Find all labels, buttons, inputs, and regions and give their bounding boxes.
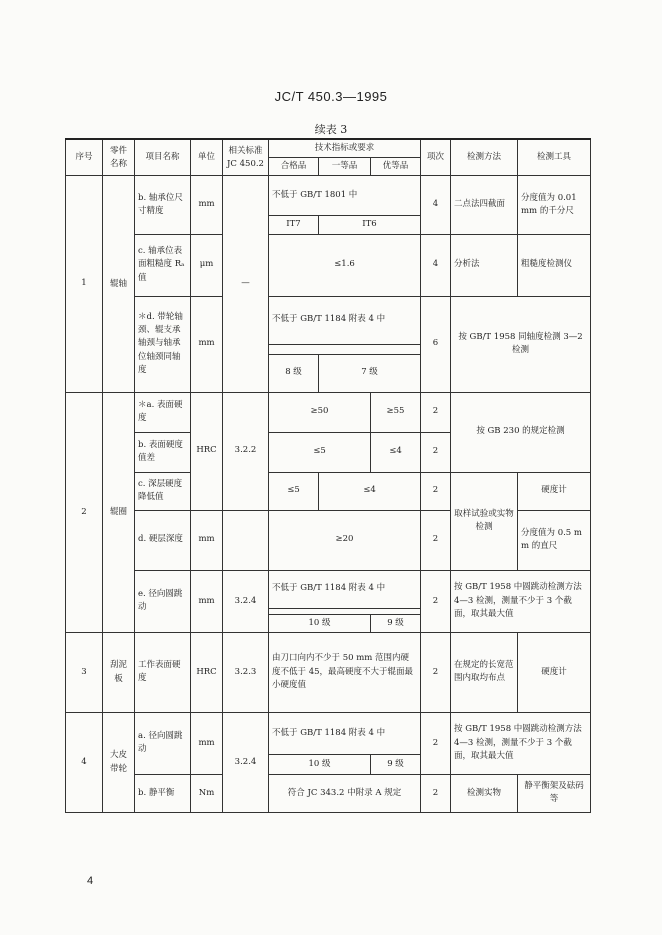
row2-a-order: 2 — [421, 392, 451, 432]
row1-b-method: 二点法四截面 — [451, 176, 518, 234]
row1-b-unit: mm — [191, 176, 223, 234]
row1-d-method: 按 GB/T 1958 同轴度检测 3—2 检测 — [451, 296, 591, 392]
row3-unit: HRC — [191, 632, 223, 712]
row1-part: 辊轴 — [103, 176, 135, 392]
header-ref: 相关标准 JC 450.2 — [223, 139, 269, 176]
row3-tool: 硬度计 — [518, 632, 591, 712]
header-tech: 技术指标或要求 — [269, 139, 421, 158]
row4-ref: 3.2.4 — [223, 712, 269, 812]
row2-a-value-1: ≥50 — [269, 392, 371, 432]
row2-b-value-2: ≤4 — [371, 432, 421, 472]
row1-c-method: 分析法 — [451, 234, 518, 296]
row2-d-ref-empty — [223, 510, 269, 570]
table-row — [66, 570, 591, 608]
row1-d-grade-2: 7 级 — [319, 354, 421, 392]
row1-b-spec: 不低于 GB/T 1801 中 — [269, 176, 421, 216]
table-row — [66, 712, 591, 754]
row1-c-spec: ≤1.6 — [269, 234, 421, 296]
row2-ref-abc: 3.2.2 — [223, 392, 269, 510]
row1-b-grade-1: IT7 — [269, 216, 319, 234]
row2-e-spec: 不低于 GB/T 1184 附表 4 中 — [269, 570, 421, 608]
spec-table — [65, 138, 591, 813]
header-grade-pass: 合格品 — [269, 158, 319, 176]
row1-c-unit: μm — [191, 234, 223, 296]
row4-seq: 4 — [66, 712, 103, 812]
row2-part: 辊圈 — [103, 392, 135, 632]
row4-a-spec: 不低于 GB/T 1184 附表 4 中 — [269, 712, 421, 754]
row1-d-spec: 不低于 GB/T 1184 附表 4 中 — [269, 296, 421, 344]
row2-b-value-1: ≤5 — [269, 432, 371, 472]
row1-d-order: 6 — [421, 296, 451, 392]
row1-b-item: b. 轴承位尺寸精度 — [135, 176, 191, 234]
header-tool: 检测工具 — [518, 139, 591, 176]
table-title: 续表 3 — [314, 123, 348, 136]
row2-a-item: ＊a. 表面硬度 — [135, 392, 191, 432]
row1-c-order: 4 — [421, 234, 451, 296]
header-unit: 单位 — [191, 139, 223, 176]
row2-e-grade-2: 9 级 — [371, 614, 421, 632]
row4-b-order: 2 — [421, 774, 451, 812]
row4-b-item: b. 静平衡 — [135, 774, 191, 812]
row2-seq: 2 — [66, 392, 103, 632]
row1-b-grade-2: IT6 — [319, 216, 421, 234]
row1-b-order: 4 — [421, 176, 451, 234]
header-order: 项次 — [421, 139, 451, 176]
row1-c-item: c. 轴承位表面粗糙度 Rₐ 值 — [135, 234, 191, 296]
row2-c-item: c. 深层硬度降低值 — [135, 472, 191, 510]
page-number: 4 — [87, 875, 94, 887]
table-row — [66, 296, 591, 344]
row2-e-unit: mm — [191, 570, 223, 632]
header-seq: 序号 — [66, 139, 103, 176]
row4-a-item: a. 径向圆跳动 — [135, 712, 191, 774]
header-method: 检测方法 — [451, 139, 518, 176]
row2-d-unit: mm — [191, 510, 223, 570]
row2-e-item: e. 径向圆跳动 — [135, 570, 191, 632]
row2-e-grade-1: 10 级 — [269, 614, 371, 632]
row4-a-grade-2: 9 级 — [371, 754, 421, 774]
row4-a-order: 2 — [421, 712, 451, 774]
row4-b-unit: Nm — [191, 774, 223, 812]
row2-c-tool: 硬度计 — [518, 472, 591, 510]
row1-d-grade-1: 8 级 — [269, 354, 319, 392]
row2-d-item: d. 硬层深度 — [135, 510, 191, 570]
row2-cd-method: 取样试验或实物检测 — [451, 472, 518, 570]
table-header-row-1 — [66, 139, 591, 158]
row2-e-order: 2 — [421, 570, 451, 632]
row2-d-spec: ≥20 — [269, 510, 421, 570]
row2-e-ref: 3.2.4 — [223, 570, 269, 632]
row1-seq: 1 — [66, 176, 103, 392]
row2-ab-method: 按 GB 230 的规定检测 — [451, 392, 591, 472]
row1-d-spacer — [269, 344, 421, 354]
row2-b-item: b. 表面硬度值差 — [135, 432, 191, 472]
row1-ref: — — [223, 176, 269, 392]
header-grade-first: 一等品 — [319, 158, 371, 176]
row3-item: 工作表面硬度 — [135, 632, 191, 712]
row3-order: 2 — [421, 632, 451, 712]
row2-d-tool: 分度值为 0.5 mm 的直尺 — [518, 510, 591, 570]
row4-a-method: 按 GB/T 1958 中圆跳动检测方法 4—3 检测，测量不少于 3 个截面，取其最大值 — [451, 712, 591, 774]
table-row — [66, 632, 591, 712]
table-row — [66, 234, 591, 296]
row4-part: 大皮带轮 — [103, 712, 135, 812]
row4-a-grade-1: 10 级 — [269, 754, 371, 774]
row3-ref: 3.2.3 — [223, 632, 269, 712]
header-item: 项目名称 — [135, 139, 191, 176]
row1-c-tool: 粗糙度检测仪 — [518, 234, 591, 296]
row4-b-tool: 静平衡架及砝码等 — [518, 774, 591, 812]
row2-b-order: 2 — [421, 432, 451, 472]
table-row — [66, 176, 591, 216]
row1-b-tool: 分度值为 0.01 mm 的千分尺 — [518, 176, 591, 234]
row1-d-unit: mm — [191, 296, 223, 392]
row2-e-method: 按 GB/T 1958 中圆跳动检测方法 4—3 检测，测量不少于 3 个截面，取其最大值 — [451, 570, 591, 632]
table-row — [66, 392, 591, 432]
row2-a-value-2: ≥55 — [371, 392, 421, 432]
row2-d-order: 2 — [421, 510, 451, 570]
row2-unit-abc: HRC — [191, 392, 223, 510]
row3-seq: 3 — [66, 632, 103, 712]
row3-method: 在规定的长宽范围内取均布点 — [451, 632, 518, 712]
table-row — [66, 774, 591, 812]
row2-c-value-2: ≤4 — [319, 472, 421, 510]
row4-b-method: 检测实物 — [451, 774, 518, 812]
row2-c-value-1: ≤5 — [269, 472, 319, 510]
row4-a-unit: mm — [191, 712, 223, 774]
header-part: 零件名称 — [103, 139, 135, 176]
row3-part: 刮泥板 — [103, 632, 135, 712]
row2-c-order: 2 — [421, 472, 451, 510]
standard-header: JC/T 450.3—1995 — [274, 89, 388, 104]
header-grade-superior: 优等品 — [371, 158, 421, 176]
row1-d-item: ＊d. 带轮轴颈、辊支承轴颈与轴承位轴颈同轴度 — [135, 296, 191, 392]
row4-b-spec: 符合 JC 343.2 中附录 A 规定 — [269, 774, 421, 812]
row3-spec: 由刀口向内不少于 50 mm 范围内硬度不低于 45，最高硬度不大于辊面最小硬度值 — [269, 632, 421, 712]
table-row — [66, 472, 591, 510]
